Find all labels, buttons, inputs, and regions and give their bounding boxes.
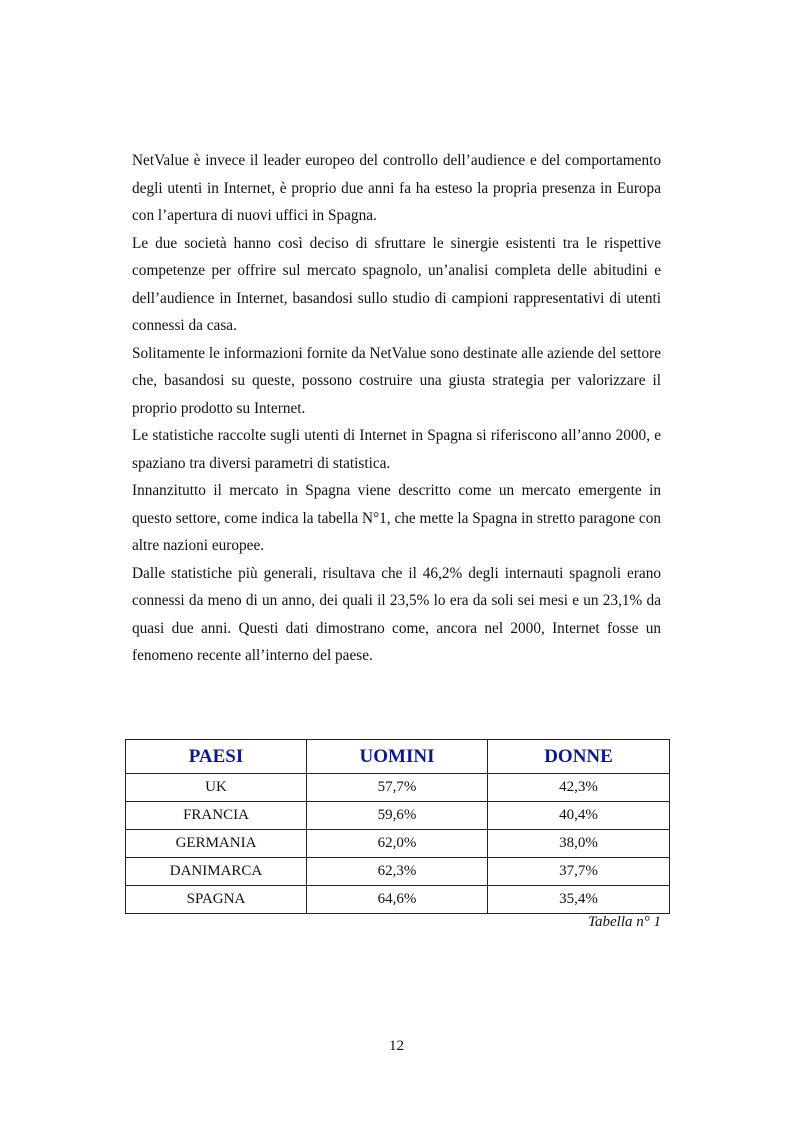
cell-country: DANIMARCA bbox=[126, 858, 307, 886]
cell-country: UK bbox=[126, 774, 307, 802]
table-row bbox=[126, 802, 670, 830]
paragraph-synergies: Le due società hanno così deciso di sfruttare le sinergie esistenti tra le rispettive competenze per offrire sul mercato spagnolo, un’analisi completa delle abitudini e dell’audience in Internet, basandosi sullo studio di campioni rappresentativi di utenti connessi da casa. bbox=[132, 234, 661, 334]
table-row bbox=[126, 886, 670, 914]
paragraph-emerging-market: Innanzitutto il mercato in Spagna viene descritto come un mercato emergente in questo settore, come indica la tabella N°1, che mette la Spagna in stretto paragone con altre nazioni europee. bbox=[132, 482, 661, 554]
header-countries: PAESI bbox=[126, 740, 307, 774]
cell-women: 42,3% bbox=[488, 774, 670, 802]
cell-men: 57,7% bbox=[307, 774, 488, 802]
cell-men: 62,0% bbox=[307, 830, 488, 858]
cell-country: GERMANIA bbox=[126, 830, 307, 858]
header-women: DONNE bbox=[488, 740, 670, 774]
table-header-row bbox=[126, 740, 670, 774]
cell-men: 62,3% bbox=[307, 858, 488, 886]
cell-women: 40,4% bbox=[488, 802, 670, 830]
cell-men: 59,6% bbox=[307, 802, 488, 830]
body-text bbox=[132, 147, 661, 670]
cell-men: 64,6% bbox=[307, 886, 488, 914]
gender-distribution-table bbox=[125, 739, 670, 914]
paragraph-information-use: Solitamente le informazioni fornite da NetValue sono destinate alle aziende del settore che, basandosi su queste, possono costruire una giusta strategia per valorizzare il proprio prodotto su Internet. bbox=[132, 344, 661, 417]
paragraph-netvalue-intro: NetValue è invece il leader europeo del controllo dell’audience e del comportamento degli utenti in Internet, è proprio due anni fa ha esteso la propria presenza in Europa con l’apertura di nuovi uffici in Spagna. bbox=[132, 152, 661, 224]
table-row bbox=[126, 830, 670, 858]
cell-country: FRANCIA bbox=[126, 802, 307, 830]
paragraph-connection-stats: Dalle statistiche più generali, risultava che il 46,2% degli internauti spagnoli erano connessi da meno di un anno, dei quali il 23,5% lo era da soli sei mesi e un 23,1% da quasi due anni. Questi dati dimostrano come, ancora nel 2000, Internet fosse un fenomeno recente all’interno del paese. bbox=[132, 564, 661, 664]
header-men: UOMINI bbox=[307, 740, 488, 774]
cell-women: 37,7% bbox=[488, 858, 670, 886]
table-row bbox=[126, 858, 670, 886]
paragraph-statistics-year: Le statistiche raccolte sugli utenti di Internet in Spagna si riferiscono all’anno 2000, e spaziano tra diversi parametri di statistica. bbox=[132, 427, 661, 472]
page-number: 12 bbox=[389, 1038, 404, 1054]
table-row bbox=[126, 774, 670, 802]
cell-country: SPAGNA bbox=[126, 886, 307, 914]
cell-women: 35,4% bbox=[488, 886, 670, 914]
cell-women: 38,0% bbox=[488, 830, 670, 858]
table-caption: Tabella n° 1 bbox=[588, 914, 661, 930]
